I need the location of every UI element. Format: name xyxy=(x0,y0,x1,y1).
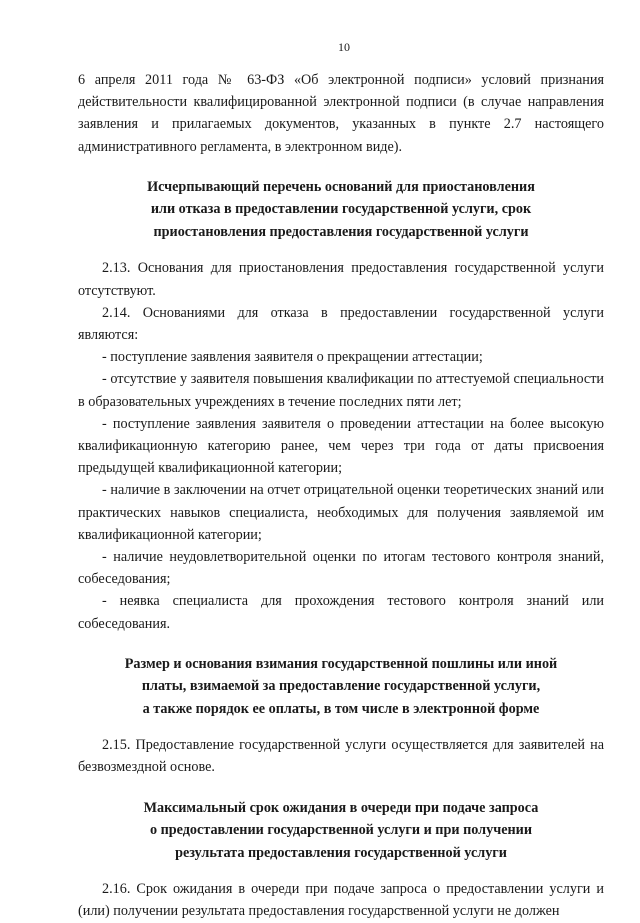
section-heading-state-fee xyxy=(78,653,604,721)
heading-line: Исчерпывающий перечень оснований для приостановления xyxy=(147,178,535,195)
heading-line: или отказа в предоставлении государственной услуги, срок xyxy=(150,201,532,218)
heading-line: о предоставлении государственной услуги и при получении xyxy=(149,822,533,839)
heading-line: а также порядок ее оплаты, в том числе в электронной форме xyxy=(142,700,540,717)
refusal-item: - наличие в заключении на отчет отрицательной оценки теоретических знаний или практических навыков специалиста, необходимых для получения заявляемой им квалификационной категории; xyxy=(78,482,604,543)
paragraph-2-14: 2.14. Основаниями для отказа в предоставлении государственной услуги являются: xyxy=(78,304,604,343)
section-heading-suspension-refusal xyxy=(78,176,604,244)
paragraph-2-13: 2.13. Основания для приостановления предоставления государственной услуги отсутствуют. xyxy=(78,260,604,299)
paragraph-2-16: 2.16. Срок ожидания в очереди при подаче запроса о предоставлении услуги и (или) получении результата предоставления государственной услуги не должен xyxy=(78,881,604,920)
heading-line: Максимальный срок ожидания в очереди при подаче запроса xyxy=(143,799,539,816)
page-number: 10 xyxy=(338,40,350,54)
heading-line: результата предоставления государственной услуги xyxy=(175,844,507,861)
refusal-item: - наличие неудовлетворительной оценки по итогам тестового контроля знаний, собеседования; xyxy=(78,548,604,588)
heading-line: приостановления предоставления государственной услуги xyxy=(153,223,529,240)
refusal-item: - отсутствие у заявителя повышения квалификации по аттестуемой специальности в образовательных учреждениях в течение последних пяти лет; xyxy=(78,371,604,410)
refusal-item: - поступление заявления заявителя о проведении аттестации на более высокую квалификационную категорию ранее, чем через три года от даты присвоения предыдущей квалификационной категории; xyxy=(78,415,604,477)
heading-line: платы, взимаемой за предоставление государственной услуги, xyxy=(141,678,541,695)
intro-paragraph: 6 апреля 2011 года № 63-ФЗ «Об электронной подписи» условий признания действительности квалифицированной электронной подписи (в случае направления заявления и прилагаемых документов, указанных в пункте 2.7 настоящего административного регламента, в электронном виде). xyxy=(78,72,604,155)
refusal-item: - неявка специалиста для прохождения тестового контроля знаний или собеседования. xyxy=(78,593,604,632)
section-heading-queue-waiting xyxy=(78,797,604,865)
heading-line: Размер и основания взимания государственной пошлины или иной xyxy=(124,655,558,672)
refusal-item: - поступление заявления заявителя о прекращении аттестации; xyxy=(102,349,483,366)
paragraph-2-15: 2.15. Предоставление государственной услуги осуществляется для заявителей на безвозмездной основе. xyxy=(78,737,604,776)
